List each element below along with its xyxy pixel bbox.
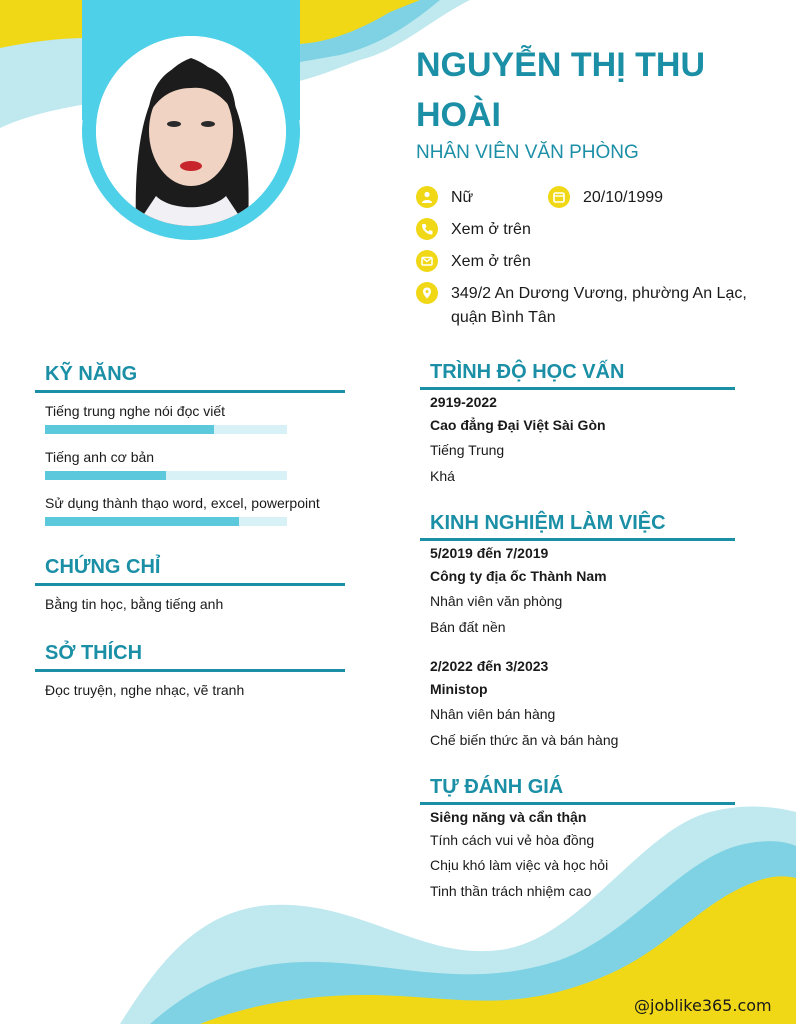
hobbies-title: SỞ THÍCH [45, 642, 143, 664]
education-grade: Khá [430, 468, 455, 484]
education-school: Cao đẳng Đại Việt Sài Gòn [430, 417, 606, 433]
job-company: Công ty địa ốc Thành Nam [430, 568, 607, 584]
mail-icon [416, 250, 438, 272]
gender-value: Nữ [451, 189, 474, 206]
job-position: Nhân viên văn phòng [430, 593, 563, 609]
skill-bar-fill [45, 425, 214, 434]
birthday-value: 20/10/1999 [583, 189, 664, 206]
education-period: 2919-2022 [430, 394, 497, 410]
skill-bar [45, 517, 287, 526]
skills-divider [35, 390, 345, 393]
self-assessment-title: TỰ ĐÁNH GIÁ [430, 776, 564, 798]
job-position: Nhân viên bán hàng [430, 706, 556, 722]
address-line-2: quận Bình Tân [451, 309, 556, 326]
job-company: Ministop [430, 681, 488, 697]
education-divider [420, 387, 735, 390]
skills-title: KỸ NĂNG [45, 363, 138, 385]
job-period: 2/2022 đến 3/2023 [430, 658, 549, 674]
education-major: Tiếng Trung [430, 442, 505, 458]
phone-icon [416, 218, 438, 240]
experience-divider [420, 538, 735, 541]
email-value: Xem ở trên [451, 253, 531, 270]
hobbies-text: Đọc truyện, nghe nhạc, vẽ tranh [45, 682, 245, 698]
self-assessment-point: Chịu khó làm việc và học hỏi [430, 857, 609, 873]
address-line-1: 349/2 An Dương Vương, phường An Lạc, [451, 285, 747, 302]
self-assessment-point: Tinh thần trách nhiệm cao [430, 883, 592, 899]
footer-website: @joblike365.com [634, 996, 772, 1015]
skill-bar [45, 425, 287, 434]
job-task: Chế biến thức ăn và bán hàng [430, 732, 619, 748]
education-title: TRÌNH ĐỘ HỌC VẤN [430, 361, 625, 383]
location-icon [416, 282, 438, 304]
certificates-text: Bằng tin học, bằng tiếng anh [45, 596, 224, 612]
skill-bar-fill [45, 517, 239, 526]
hobbies-divider [35, 669, 345, 672]
profile-photo [96, 36, 286, 226]
job-title: NHÂN VIÊN VĂN PHÒNG [416, 142, 639, 163]
certificates-title: CHỨNG CHỈ [45, 556, 161, 578]
calendar-icon [548, 186, 570, 208]
job-period: 5/2019 đến 7/2019 [430, 545, 549, 561]
self-assessment-divider [420, 802, 735, 805]
certificates-divider [35, 583, 345, 586]
user-icon [416, 186, 438, 208]
phone-value: Xem ở trên [451, 221, 531, 238]
skill-label: Sử dụng thành thạo word, excel, powerpoint [45, 495, 320, 511]
skill-bar [45, 471, 287, 480]
skill-label: Tiếng trung nghe nói đọc viết [45, 403, 226, 419]
candidate-name: NGUYỄN THỊ THU HOÀI [416, 46, 705, 134]
experience-title: KINH NGHIỆM LÀM VIỆC [430, 512, 666, 534]
skill-label: Tiếng anh cơ bản [45, 449, 155, 465]
job-task: Bán đất nền [430, 619, 506, 635]
skill-bar-fill [45, 471, 166, 480]
self-assessment-headline: Siêng năng và cẩn thận [430, 809, 587, 825]
self-assessment-point: Tính cách vui vẻ hòa đồng [430, 832, 595, 848]
